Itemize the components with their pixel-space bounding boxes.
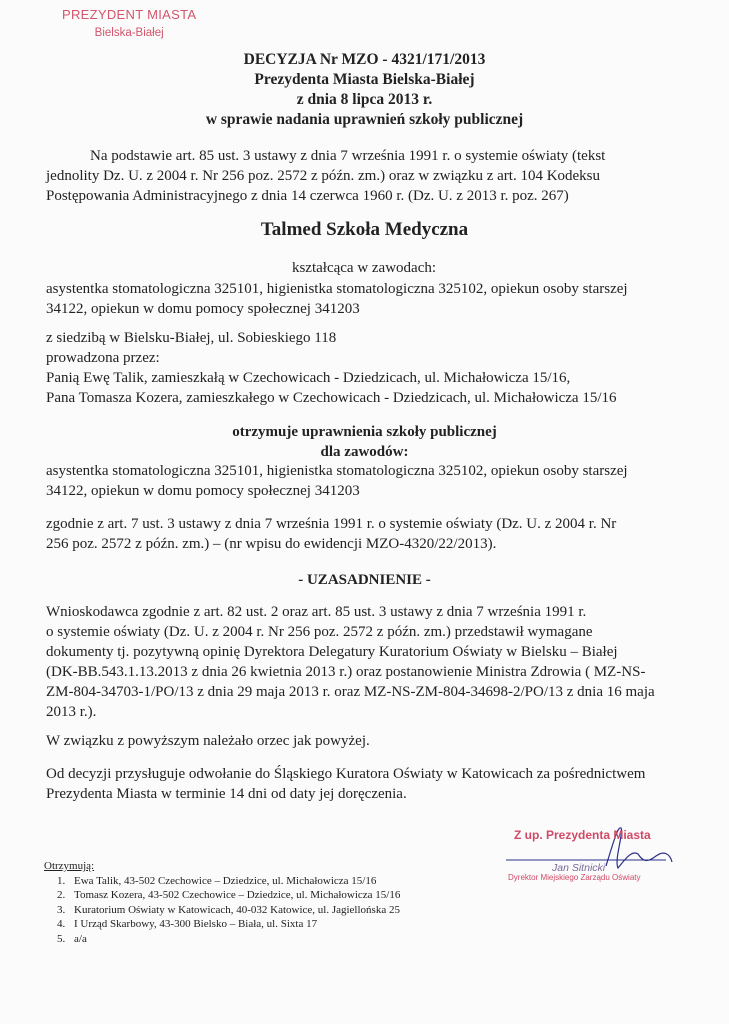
recipient-item: 3. Kuratorium Oświaty w Katowicach, 40-032 Katowice, ul. Jagiellońska 25 (68, 903, 484, 918)
justification-line4: (DK-BB.543.1.13.2013 z dnia 26 kwietnia 2013 r.) oraz postanowienie Ministra Zdrowia ( MZ-NS- (46, 664, 646, 680)
compliance-line1: zgodnie z art. 7 ust. 3 ustawy z dnia 7 września 1991 r. o systemie oświaty (Dz. U. z 2004 r. Nr (46, 516, 617, 532)
granted-professions-line2: 34122, opiekun w domu pomocy społecznej 341203 (46, 483, 360, 499)
decision-title (0, 50, 729, 130)
recipients-heading: Otrzymują: (44, 860, 95, 872)
appeal-line2: Prezydenta Miasta w terminie 14 dni od daty jej doręczenia. (46, 786, 407, 802)
justification-heading: - UZASADNIENIE - (298, 572, 431, 588)
signature-name: Jan Sitnicki (552, 862, 606, 874)
operator-1: Panią Ewę Talik, zamieszkałą w Czechowicach - Dziedzicach, ul. Michałowicza 15/16, (46, 370, 571, 386)
appeal-line1: Od decyzji przysługuje odwołanie do Śląskiego Kuratora Oświaty w Katowicach za pośrednictwem (46, 766, 646, 782)
training-professions-line1: asystentka stomatologiczna 325101, higienistka stomatologiczna 325102, opiekun osoby starszej (46, 281, 628, 297)
signature-stamp-title: Dyrektor Miejskiego Zarządu Oświaty (508, 873, 641, 882)
school-name: Talmed Szkoła Medyczna (260, 219, 469, 240)
signature-stamp-line1: Z up. Prezydenta Miasta (514, 828, 651, 842)
training-intro: kształcąca w zawodach: (291, 260, 437, 276)
legal-basis-line2: jednolity Dz. U. z 2004 r. Nr 256 poz. 2572 z późn. zm.) oraz w związku z art. 104 Kodeksu (46, 168, 601, 184)
justification-line3: dokumenty tj. pozytywną opinię Dyrektora Delegatury Kuratorium Oświaty w Bielsku – Białej (46, 644, 618, 660)
justification-line5: ZM-804-34703-1/PO/13 z dnia 29 maja 2013 r. oraz MZ-NS-ZM-804-34698-2/PO/13 z dnia 16 maja (46, 684, 655, 700)
granted-professions (46, 461, 682, 501)
compliance-section (46, 514, 682, 554)
seat-section (46, 328, 682, 408)
recipient-item: 1. Ewa Talik, 43-502 Czechowice – Dziedzice, ul. Michałowicza 15/16 (68, 874, 484, 889)
appeal-notice (46, 764, 682, 804)
legal-basis (46, 146, 682, 206)
decision-number: DECYZJA Nr MZO - 4321/171/2013 (243, 51, 486, 68)
operator-2: Pana Tomasza Kozera, zamieszkałego w Czechowicach - Dziedzicach, ul. Michałowicza 15/16 (46, 390, 617, 406)
header-stamp-line1: PREZYDENT MIASTA (62, 7, 197, 22)
justification-line6: 2013 r.). (46, 704, 97, 720)
header-stamp-line2: Bielska-Białej (94, 27, 164, 39)
training-section (46, 258, 682, 319)
recipients-list (44, 859, 484, 946)
decision-subject: w sprawie nadania uprawnień szkoły publicznej (205, 111, 524, 128)
grant-heading-line2: dla zawodów: (320, 444, 409, 460)
legal-basis-line3: Postępowania Administracyjnego z dnia 14 czerwca 1960 r. (Dz. U. z 2013 r. poz. 267) (46, 188, 569, 204)
conclusion: W związku z powyższym należało orzec jak powyżej. (46, 733, 370, 749)
signature-stamp (496, 820, 706, 890)
granted-professions-line1: asystentka stomatologiczna 325101, higienistka stomatologiczna 325102, opiekun osoby starszej (46, 463, 628, 479)
justification-line1: Wnioskodawca zgodnie z art. 82 ust. 2 oraz art. 85 ust. 3 ustawy z dnia 7 września 1991 r. (46, 604, 587, 620)
legal-basis-line1: Na podstawie art. 85 ust. 3 ustawy z dnia 7 września 1991 r. o systemie oświaty (tekst (90, 148, 606, 164)
issuer: Prezydenta Miasta Bielska-Białej (254, 71, 475, 88)
compliance-line2: 256 poz. 2572 z późn. zm.) – (nr wpisu do ewidencji MZO-4320/22/2013). (46, 536, 497, 552)
decision-date: z dnia 8 lipca 2013 r. (296, 91, 433, 108)
justification-body (46, 602, 682, 722)
run-by-label: prowadzona przez: (46, 350, 160, 366)
grant-heading-line1: otrzymuje uprawnienia szkoły publicznej (232, 424, 497, 440)
header-stamp (62, 6, 196, 42)
seat-address: z siedzibą w Bielsku-Białej, ul. Sobieskiego 118 (46, 330, 337, 346)
training-professions-line2: 34122, opiekun w domu pomocy społecznej 341203 (46, 301, 360, 317)
justification-line2: o systemie oświaty (Dz. U. z 2004 r. Nr 256 poz. 2572 z późn. zm.) przedstawił wymagane (46, 624, 593, 640)
recipient-item: 2. Tomasz Kozera, 43-502 Czechowice – Dziedzice, ul. Michałowicza 15/16 (68, 888, 484, 903)
recipient-item: 4. I Urząd Skarbowy, 43-300 Bielsko – Biała, ul. Sixta 17 (68, 917, 484, 932)
recipient-item: 5. a/a (68, 932, 484, 947)
